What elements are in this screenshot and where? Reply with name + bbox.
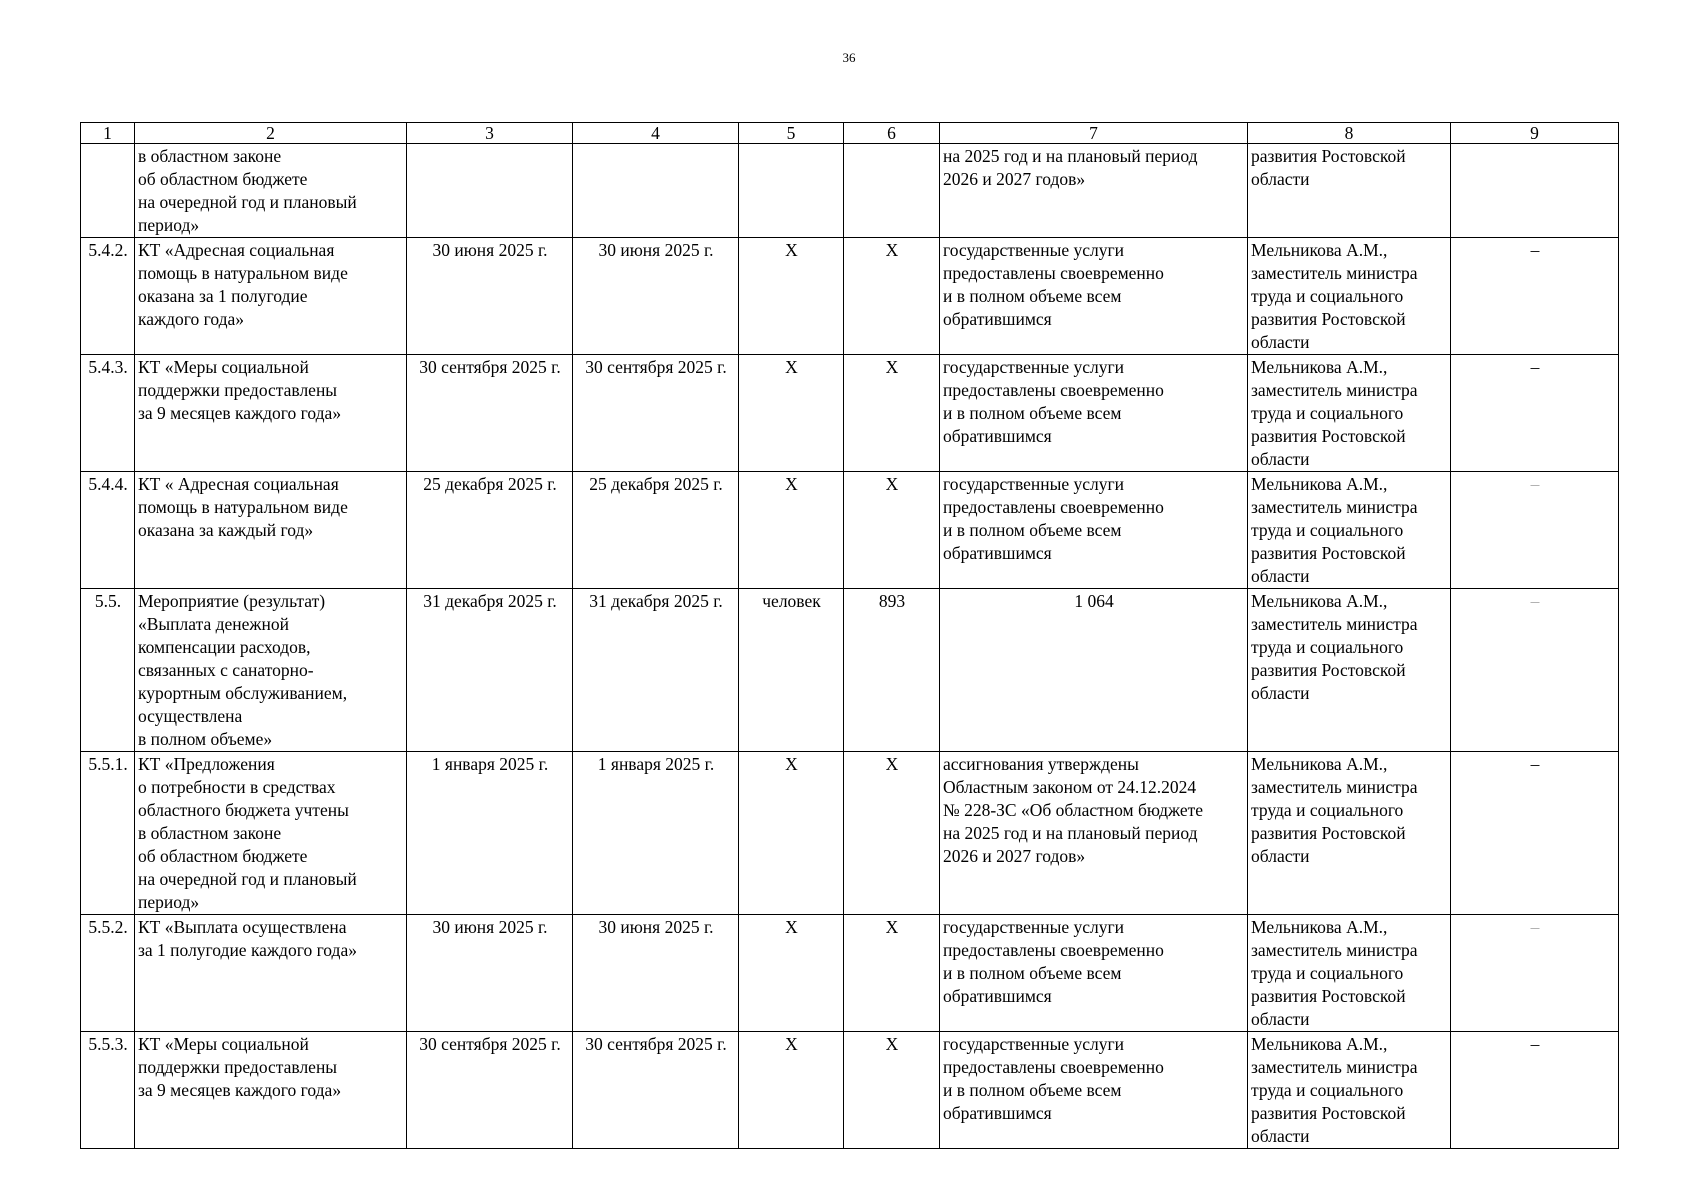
cell-base-value: Х <box>844 355 940 472</box>
cell-note: – <box>1451 752 1619 915</box>
cell-base-value: Х <box>844 915 940 1032</box>
cell-responsible: Мельникова А.М., заместитель министра труда и социального развития Ростовской области <box>1248 355 1451 472</box>
cell-name: КТ «Предложения о потребности в средствах областного бюджета учтены в областном законе об областном бюджете на очередной год и плановый период» <box>135 752 407 915</box>
cell-note: – <box>1451 355 1619 472</box>
cell-name: КТ «Выплата осуществлена за 1 полугодие каждого года» <box>135 915 407 1032</box>
cell-base-value: Х <box>844 238 940 355</box>
cell-responsible: Мельникова А.М., заместитель министра труда и социального развития Ростовской области <box>1248 752 1451 915</box>
cell-unit: Х <box>739 1032 844 1149</box>
table-row <box>81 472 1619 589</box>
cell-result: 1 064 <box>940 589 1248 752</box>
cell-start-date: 31 декабря 2025 г. <box>407 589 573 752</box>
cell-name: Мероприятие (результат) «Выплата денежной компенсации расходов, связанных с санаторно- курортным обслуживанием, осуществлена в полном объеме» <box>135 589 407 752</box>
cell-start-date: 30 июня 2025 г. <box>407 915 573 1032</box>
cell-base-value: 893 <box>844 589 940 752</box>
cell-unit <box>739 144 844 238</box>
table-row <box>81 915 1619 1032</box>
cell-unit: Х <box>739 915 844 1032</box>
header-cell: 5 <box>739 123 844 144</box>
cell-number: 5.5.2. <box>81 915 135 1032</box>
header-cell: 2 <box>135 123 407 144</box>
cell-end-date <box>573 144 739 238</box>
cell-base-value: Х <box>844 1032 940 1149</box>
cell-responsible: развития Ростовской области <box>1248 144 1451 238</box>
cell-unit: Х <box>739 752 844 915</box>
table-row <box>81 238 1619 355</box>
cell-end-date: 30 сентября 2025 г. <box>573 1032 739 1149</box>
cell-number: 5.5.3. <box>81 1032 135 1149</box>
cell-note: – <box>1451 589 1619 752</box>
cell-responsible: Мельникова А.М., заместитель министра труда и социального развития Ростовской области <box>1248 589 1451 752</box>
header-cell: 9 <box>1451 123 1619 144</box>
cell-note: – <box>1451 1032 1619 1149</box>
table-row <box>81 1032 1619 1149</box>
cell-responsible: Мельникова А.М., заместитель министра труда и социального развития Ростовской области <box>1248 915 1451 1032</box>
cell-end-date: 30 июня 2025 г. <box>573 238 739 355</box>
cell-base-value <box>844 144 940 238</box>
cell-unit: Х <box>739 355 844 472</box>
cell-responsible: Мельникова А.М., заместитель министра труда и социального развития Ростовской области <box>1248 1032 1451 1149</box>
cell-base-value: Х <box>844 472 940 589</box>
page-number: 36 <box>842 50 856 65</box>
cell-start-date: 30 сентября 2025 г. <box>407 1032 573 1149</box>
header-cell: 8 <box>1248 123 1451 144</box>
cell-result: государственные услуги предоставлены своевременно и в полном объеме всем обратившимся <box>940 915 1248 1032</box>
cell-end-date: 1 января 2025 г. <box>573 752 739 915</box>
table-row <box>81 355 1619 472</box>
header-cell: 7 <box>940 123 1248 144</box>
cell-base-value: Х <box>844 752 940 915</box>
cell-note <box>1451 144 1619 238</box>
table-row <box>81 144 1619 238</box>
cell-result: государственные услуги предоставлены своевременно и в полном объеме всем обратившимся <box>940 238 1248 355</box>
table-header-row <box>81 123 1619 144</box>
cell-number: 5.5.1. <box>81 752 135 915</box>
cell-number: 5.5. <box>81 589 135 752</box>
cell-note: – <box>1451 472 1619 589</box>
cell-number <box>81 144 135 238</box>
cell-unit: человек <box>739 589 844 752</box>
header-cell: 3 <box>407 123 573 144</box>
cell-start-date: 25 декабря 2025 г. <box>407 472 573 589</box>
plan-table <box>80 122 1619 1149</box>
cell-result: государственные услуги предоставлены своевременно и в полном объеме всем обратившимся <box>940 472 1248 589</box>
cell-name: КТ «Меры социальной поддержки предоставлены за 9 месяцев каждого года» <box>135 1032 407 1149</box>
cell-start-date: 1 января 2025 г. <box>407 752 573 915</box>
cell-name: КТ «Меры социальной поддержки предоставлены за 9 месяцев каждого года» <box>135 355 407 472</box>
cell-result: на 2025 год и на плановый период 2026 и 2027 годов» <box>940 144 1248 238</box>
table-row <box>81 589 1619 752</box>
cell-start-date: 30 июня 2025 г. <box>407 238 573 355</box>
header-cell: 1 <box>81 123 135 144</box>
cell-number: 5.4.4. <box>81 472 135 589</box>
cell-number: 5.4.3. <box>81 355 135 472</box>
cell-name: КТ « Адресная социальная помощь в натуральном виде оказана за каждый год» <box>135 472 407 589</box>
header-cell: 4 <box>573 123 739 144</box>
cell-note: – <box>1451 238 1619 355</box>
cell-result: государственные услуги предоставлены своевременно и в полном объеме всем обратившимся <box>940 1032 1248 1149</box>
cell-end-date: 31 декабря 2025 г. <box>573 589 739 752</box>
cell-start-date <box>407 144 573 238</box>
cell-result: государственные услуги предоставлены своевременно и в полном объеме всем обратившимся <box>940 355 1248 472</box>
cell-unit: Х <box>739 472 844 589</box>
cell-end-date: 30 сентября 2025 г. <box>573 355 739 472</box>
cell-start-date: 30 сентября 2025 г. <box>407 355 573 472</box>
table-row <box>81 752 1619 915</box>
cell-end-date: 25 декабря 2025 г. <box>573 472 739 589</box>
cell-responsible: Мельникова А.М., заместитель министра труда и социального развития Ростовской области <box>1248 472 1451 589</box>
header-cell: 6 <box>844 123 940 144</box>
cell-name: КТ «Адресная социальная помощь в натуральном виде оказана за 1 полугодие каждого года» <box>135 238 407 355</box>
cell-end-date: 30 июня 2025 г. <box>573 915 739 1032</box>
cell-unit: Х <box>739 238 844 355</box>
cell-responsible: Мельникова А.М., заместитель министра труда и социального развития Ростовской области <box>1248 238 1451 355</box>
cell-number: 5.4.2. <box>81 238 135 355</box>
cell-name: в областном законе об областном бюджете на очередной год и плановый период» <box>135 144 407 238</box>
cell-result: ассигнования утверждены Областным законом от 24.12.2024 № 228-ЗС «Об областном бюджете на 2025 год и на плановый период 2026 и 2027 годов» <box>940 752 1248 915</box>
cell-note: – <box>1451 915 1619 1032</box>
